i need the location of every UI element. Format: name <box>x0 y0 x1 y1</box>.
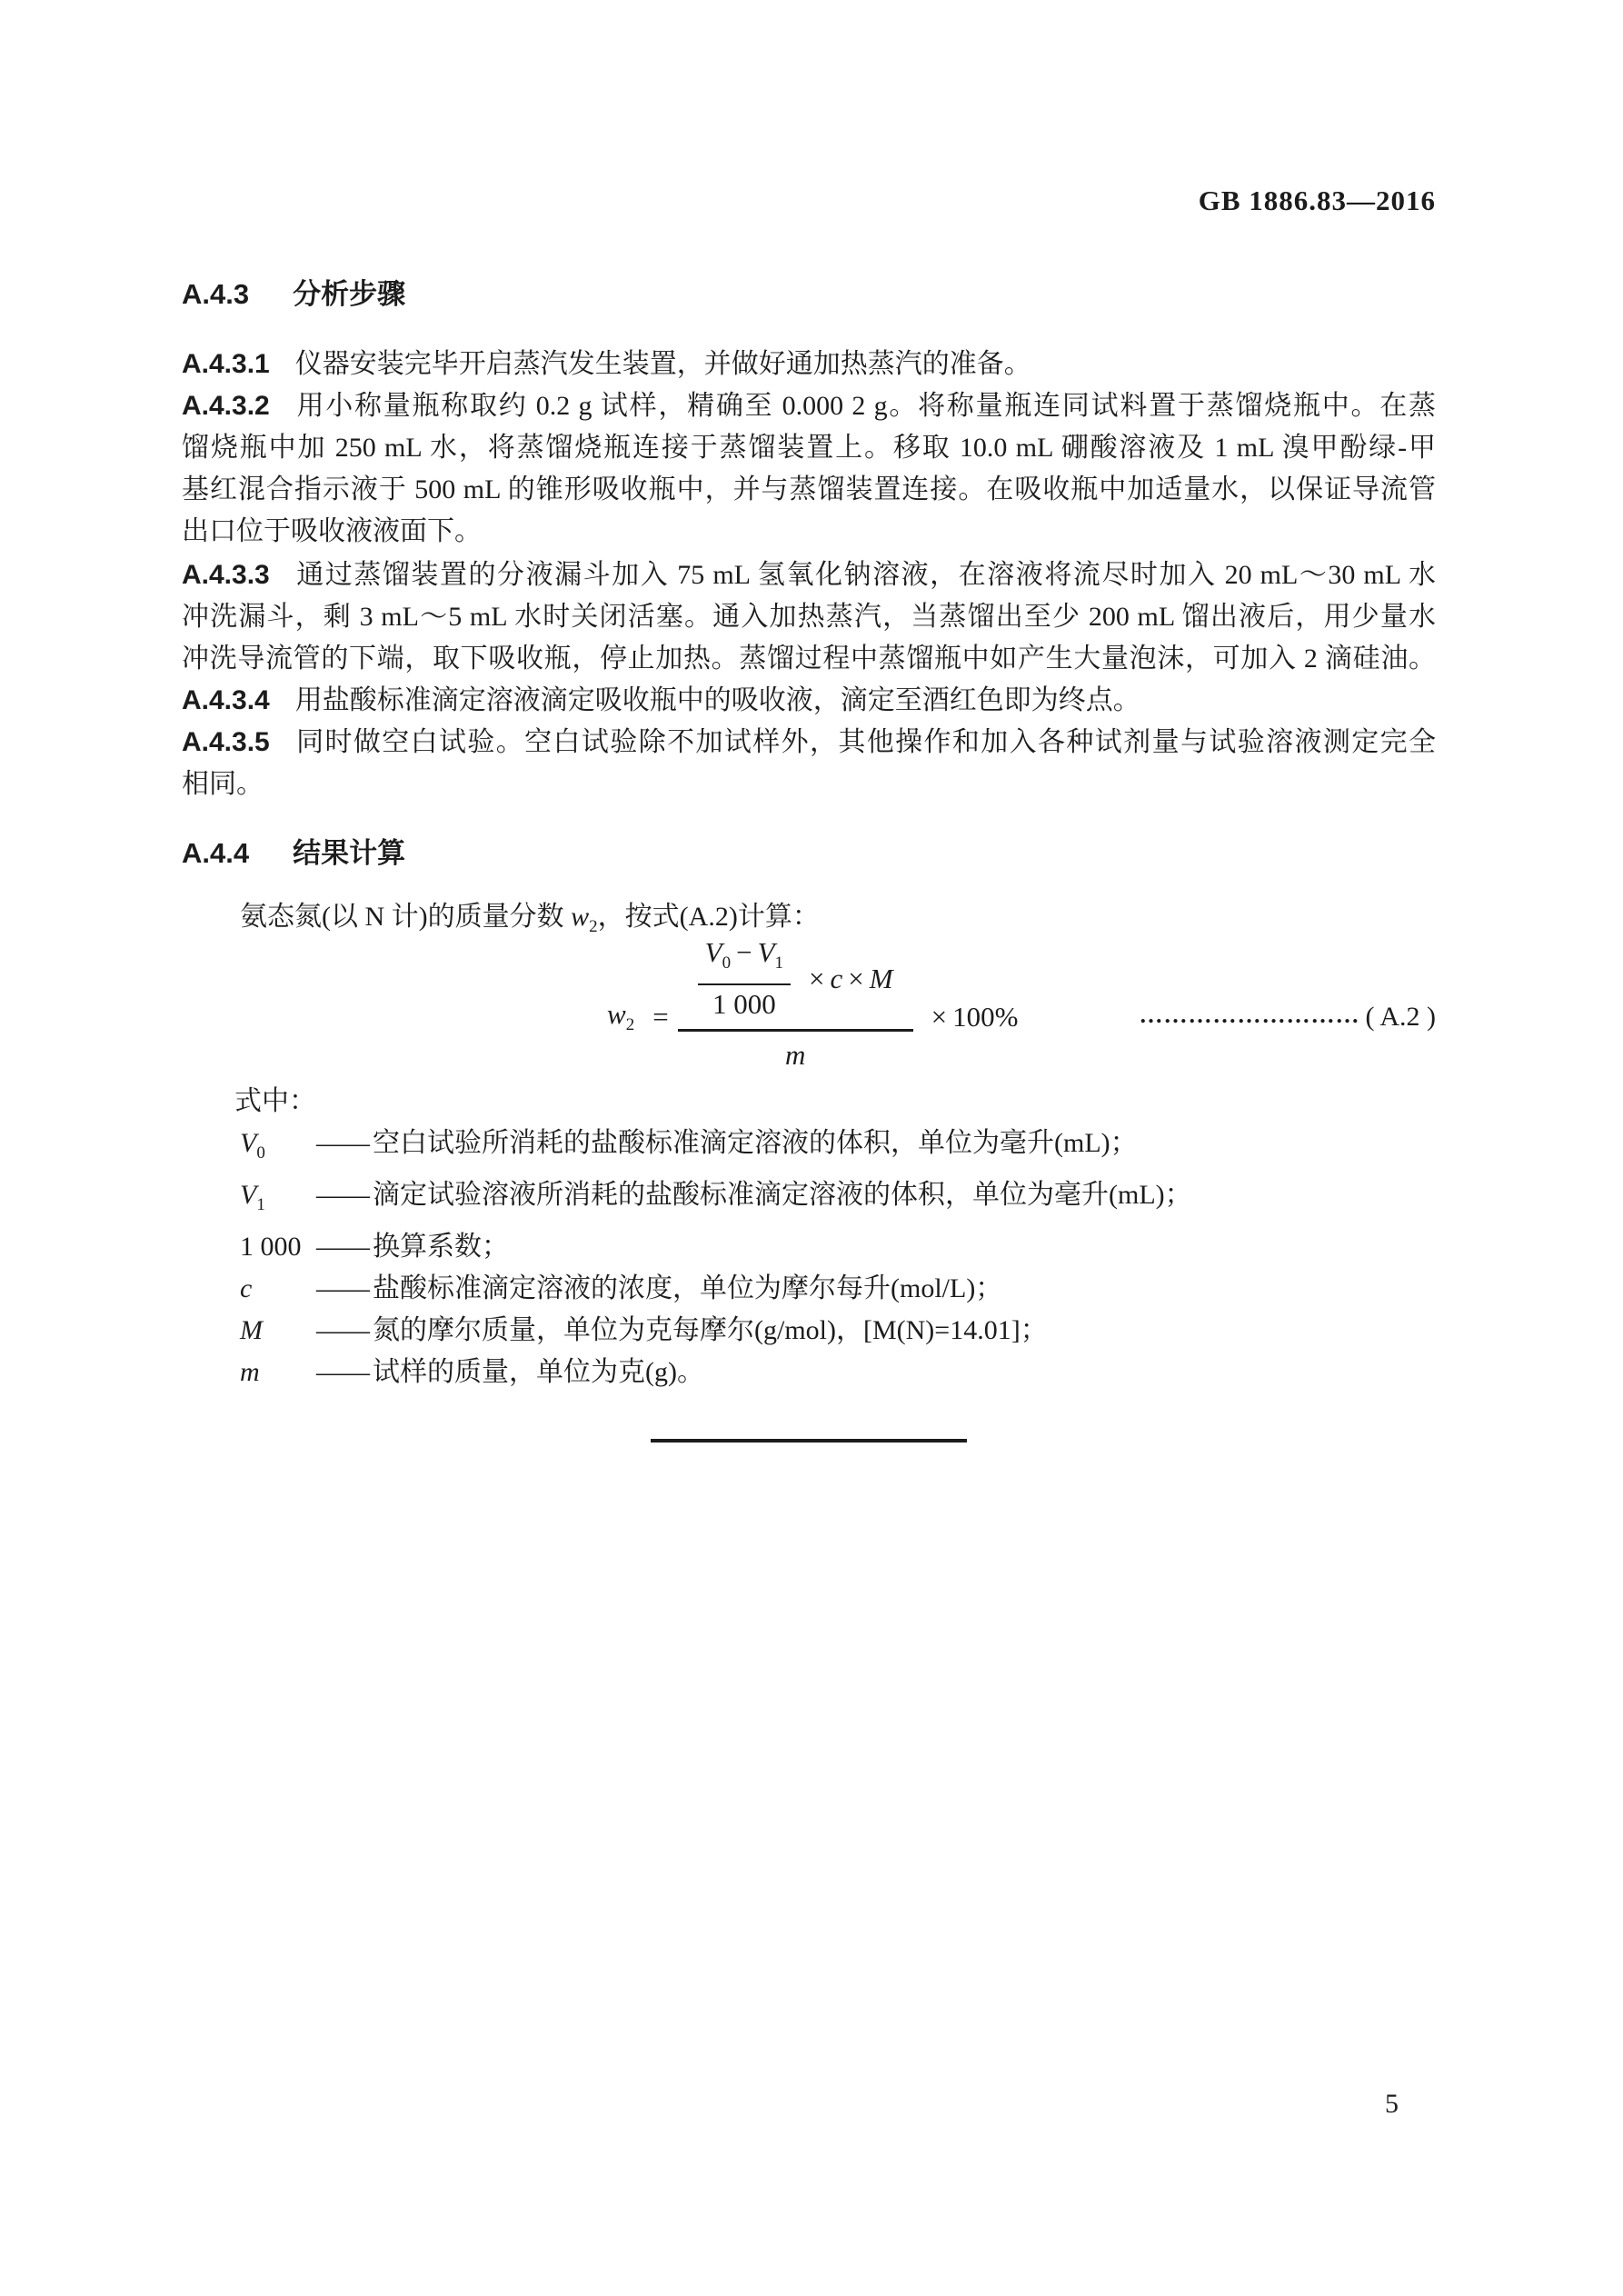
clause-a432 <box>182 385 1436 553</box>
paragraph-text: 通过蒸馏装置的分液漏斗加入 75 mL 氢氧化钠溶液，在溶液将流尽时加入 20 mL～30 mL 水 <box>294 560 1436 590</box>
clause-number: A.4.3.2 <box>182 391 270 421</box>
intro-text: ，按式(A.2)计算： <box>597 902 820 932</box>
equation-body <box>607 937 1018 1096</box>
definition-text: 换算系数； <box>373 1232 509 1262</box>
symbol <box>240 1310 316 1352</box>
heading-a43 <box>182 274 1436 315</box>
definition-text: 盐酸标准滴定溶液的浓度，单位为摩尔每升(mol/L)； <box>373 1273 1003 1303</box>
inner-denominator: 1 000 <box>712 987 776 1020</box>
clause-number: A.4.3.5 <box>182 727 270 757</box>
paragraph-line: 基红混合指示液于 500 mL 的锥形吸收瓶中，并与蒸馏装置连接。在吸收瓶中加适量水，以保证导流管 <box>182 474 1436 504</box>
where-row-m-mass <box>182 1352 1436 1393</box>
numerator-tail <box>803 963 893 995</box>
page-content <box>182 0 1436 1442</box>
w-symbol: w <box>571 902 590 932</box>
symbol <box>240 1352 316 1393</box>
symbol-text: 1 000 <box>240 1232 302 1262</box>
paragraph-line: 出口位于吸收液液面下。 <box>182 516 482 546</box>
w-subscript: 2 <box>589 917 598 936</box>
symbol-subscript: 1 <box>256 1195 265 1214</box>
dot-leader: ……………………… <box>1139 1002 1360 1028</box>
paragraph-text: 同时做空白试验。空白试验除不加试样外，其他操作和加入各种试剂量与试验溶液测定完全 <box>294 727 1436 757</box>
c-symbol: c <box>830 962 843 994</box>
standard-code-header: GB 1886.83—2016 <box>1198 185 1436 216</box>
paragraph-text: 仪器安装完毕开启蒸汽发生装置，并做好通加热蒸汽的准备。 <box>294 349 1031 379</box>
heading-title: 结果计算 <box>293 837 406 869</box>
heading-title: 分析步骤 <box>293 278 406 310</box>
symbol <box>240 1268 316 1310</box>
definition-dash: —— <box>316 1357 369 1387</box>
equation-a2 <box>182 936 1436 1079</box>
clause-number: A.4.4 <box>182 837 250 869</box>
percent-factor: 100% <box>952 1001 1019 1033</box>
clause-a435 <box>182 722 1436 805</box>
clause-number: A.4.3.1 <box>182 349 270 379</box>
v1-symbol: V <box>757 936 775 969</box>
inner-fraction <box>698 937 791 1019</box>
paragraph-line: 馏烧瓶中加 250 mL 水，将蒸馏烧瓶连接于蒸馏装置上。移取 10.0 mL 硼酸溶液及 1 mL 溴甲酚绿-甲 <box>182 433 1436 463</box>
inner-numerator <box>698 937 791 984</box>
v1-subscript: 1 <box>774 953 784 973</box>
equation-tail <box>926 1001 1019 1033</box>
where-row-m-molar <box>182 1310 1436 1352</box>
paragraph-line: 冲洗漏斗，剩 3 mL～5 mL 水时关闭活塞。通入加热蒸汽，当蒸馏出至少 200 mL 馏出液后，用少量水 <box>182 602 1436 632</box>
main-denominator: m <box>784 1038 806 1071</box>
symbol <box>240 1174 316 1226</box>
w-symbol: w <box>607 998 626 1031</box>
clause-a431 <box>182 344 1436 385</box>
paragraph-line: 相同。 <box>182 769 264 799</box>
clause-number: A.4.3.4 <box>182 685 270 715</box>
clause-number: A.4.3.3 <box>182 560 270 590</box>
paragraph-line <box>182 385 1436 427</box>
minus-sign: − <box>736 936 752 969</box>
equals-sign: = <box>652 1001 669 1033</box>
definition-dash: —— <box>316 1315 369 1345</box>
definition-text: 试样的质量，单位为克(g)。 <box>373 1357 704 1387</box>
page-number: 5 <box>1385 2089 1399 2119</box>
definition-text: 氮的摩尔质量，单位为克每摩尔(g/mol)，[M(N)=14.01]； <box>373 1315 1048 1345</box>
end-of-text-rule <box>651 1439 967 1442</box>
multiply-sign: × <box>848 962 864 994</box>
paragraph-line <box>182 722 1436 764</box>
definition-dash: —— <box>316 1128 369 1158</box>
symbol-text: V <box>240 1128 257 1158</box>
paragraph-line <box>182 680 1436 722</box>
definition-dash: —— <box>316 1232 369 1262</box>
clause-number: A.4.3 <box>182 278 250 310</box>
symbol <box>240 1123 316 1174</box>
paragraph-line: 冲洗导流管的下端，取下吸收瓶，停止加热。蒸馏过程中蒸馏瓶中如产生大量泡沫，可加入 2 滴硅油。 <box>182 644 1436 674</box>
multiply-sign: × <box>931 1001 948 1033</box>
where-row-v1 <box>182 1174 1436 1226</box>
intro-text: 氨态氮(以 N 计)的质量分数 <box>240 902 572 932</box>
paragraph-text: 用盐酸标准滴定溶液滴定吸收瓶中的吸收液，滴定至酒红色即为终点。 <box>294 685 1140 715</box>
multiply-sign: × <box>809 962 825 994</box>
where-row-c <box>182 1268 1436 1310</box>
m-molar-symbol: M <box>869 962 893 994</box>
where-row-v0 <box>182 1123 1436 1174</box>
main-fraction <box>678 937 913 1096</box>
symbol-subscript: 0 <box>256 1143 265 1163</box>
definition-dash: —— <box>316 1273 369 1303</box>
where-row-1000 <box>182 1226 1436 1268</box>
equation-lhs <box>607 998 634 1035</box>
symbol-text: m <box>240 1357 260 1387</box>
definition-text: 滴定试验溶液所消耗的盐酸标准滴定溶液的体积，单位为毫升(mL)； <box>373 1180 1192 1210</box>
symbol-text: V <box>240 1180 257 1210</box>
definition-dash: —— <box>316 1180 369 1210</box>
equation-reference <box>1140 1002 1437 1033</box>
paragraph-line <box>182 344 1436 385</box>
paragraph-text: 用小称量瓶称取约 0.2 g 试样，精确至 0.000 2 g。将称量瓶连同试料置于蒸馏烧瓶中。在蒸 <box>294 391 1436 421</box>
clause-a433 <box>182 554 1436 680</box>
clause-a434 <box>182 680 1436 722</box>
equation-label: ( A.2 ) <box>1365 1002 1436 1032</box>
where-heading: 式中： <box>234 1086 316 1116</box>
symbol-text: M <box>240 1315 263 1345</box>
main-numerator <box>678 937 913 1031</box>
heading-a44 <box>182 833 1436 874</box>
w-subscript: 2 <box>625 1015 635 1035</box>
definition-text: 空白试验所消耗的盐酸标准滴定溶液的体积，单位为毫升(mL)； <box>373 1128 1138 1158</box>
symbol <box>240 1226 316 1268</box>
v0-subscript: 0 <box>722 953 732 973</box>
paragraph-line <box>182 554 1436 596</box>
v0-symbol: V <box>704 936 722 969</box>
symbol-text: c <box>240 1273 253 1303</box>
